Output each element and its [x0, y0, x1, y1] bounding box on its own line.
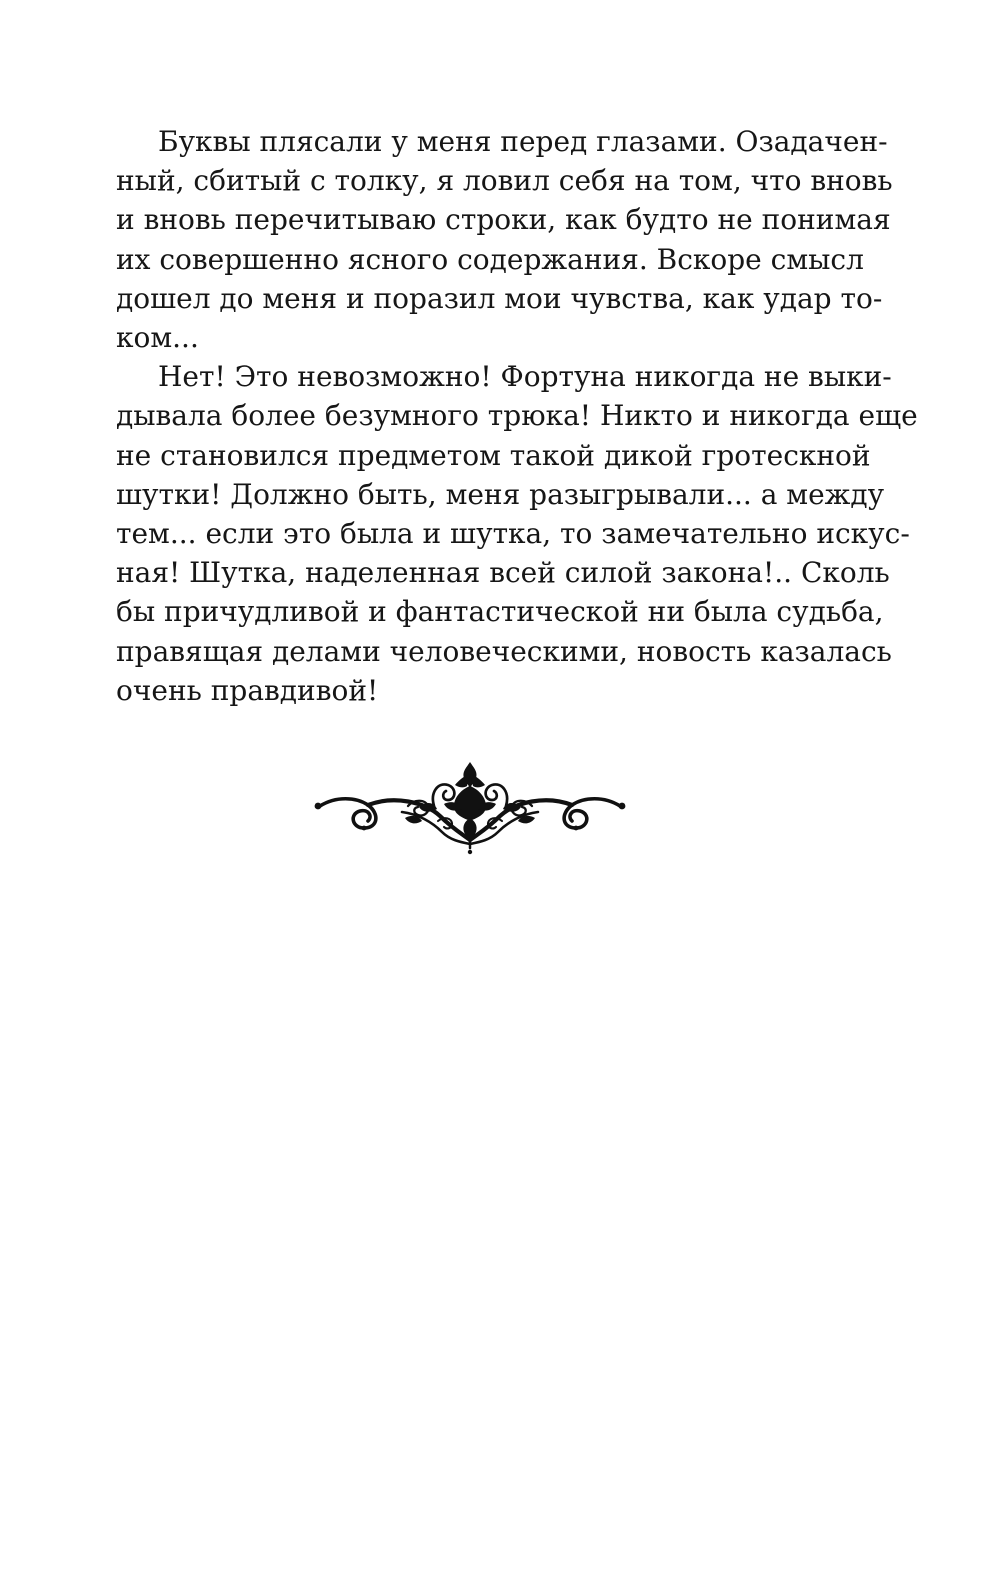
body-text — [116, 122, 918, 710]
floral-divider-icon — [312, 760, 628, 860]
text-line: ком... — [116, 321, 199, 355]
text-line: бы причудливой и фантастической ни была судьба, — [116, 595, 884, 629]
text-line: и вновь перечитываю строки, как будто не понимая — [116, 203, 891, 237]
text-line: очень правдивой! — [116, 673, 379, 707]
text-line: Буквы плясали у меня перед глазами. Озадачен- — [158, 125, 888, 158]
text-line: не становился предметом такой дикой гротескной — [116, 438, 871, 472]
text-line: правящая делами человеческими, новость казалась — [116, 634, 892, 668]
text-line: ный, сбитый с толку, я ловил себя на том, что вновь — [116, 164, 893, 198]
text-line: дошел до меня и поразил мои чувства, как удар то- — [116, 281, 883, 315]
text-line: ная! Шутка, наделенная всей силой закона!.. Сколь — [116, 556, 890, 590]
text-line: тем... если это была и шутка, то замечательно искус- — [116, 517, 910, 551]
text-line: их совершенно ясного содержания. Вскоре смысл — [116, 242, 864, 276]
text-line: дывала более безумного трюка! Никто и никогда еще — [116, 399, 918, 433]
text-line: шутки! Должно быть, меня разыгрывали... а между — [116, 477, 885, 511]
text-line: Нет! Это невозможно! Фортуна никогда не выки- — [158, 360, 892, 394]
